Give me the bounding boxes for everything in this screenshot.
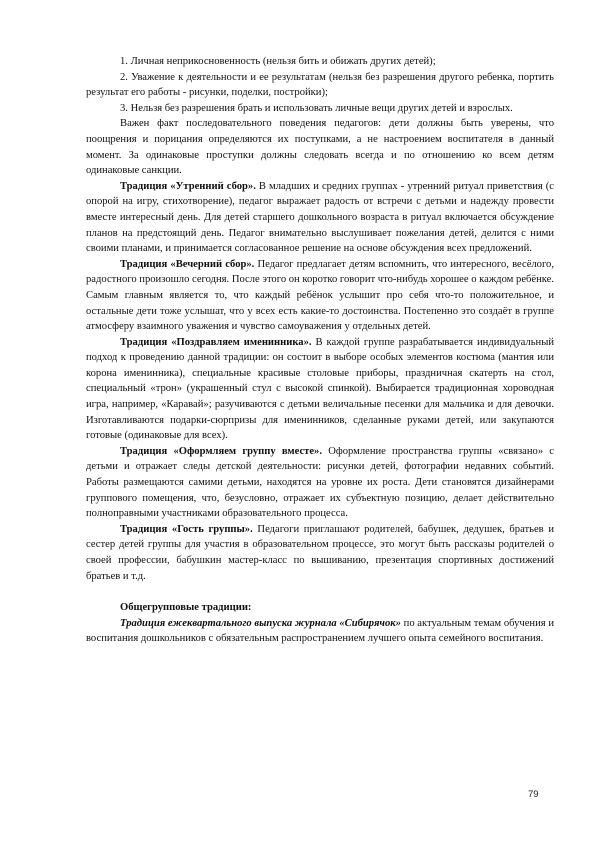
tradition-paragraph — [86, 335, 554, 444]
page-number: 79 — [528, 789, 539, 800]
tradition-title: Традиция «Поздравляем именинника». — [120, 336, 312, 348]
tradition-paragraph — [86, 257, 554, 335]
section-heading: Общегрупповые традиции: — [120, 602, 252, 614]
rule-item: 3. Нельзя без разрешения брать и использовать личные вещи других детей и взрослых. — [120, 102, 513, 114]
tradition-paragraph — [86, 522, 554, 584]
tradition-title: Традиция «Утренний сбор». — [120, 180, 256, 192]
journal-title: Традиция ежеквартального выпуска журнала «Сибирячок» — [120, 617, 401, 629]
rule-item: 1. Личная неприкосновенность (нельзя бить и обижать других детей); — [120, 56, 436, 67]
journal-text: по актуальным темам обучения и воспитания дошкольников с обязательным распространением лучшего опыта семейного воспитания. — [86, 617, 555, 645]
tradition-paragraph — [86, 179, 554, 257]
page-body — [86, 54, 554, 647]
tradition-text: Педагог предлагает детям вспомнить, что интересного, весёлого, радостного произошло сегодня. После этого он коротко говорит что-нибудь хорошее о каждом ребёнке. Самым главным является то, что каждый ребёнок услышит про себя что-то положительное, и остальные дети тоже услышат, что у всех есть какие-то достоинства. Постепенно это создаёт в группе атмосферу взаимного уважения и чувство самоуважения у отдельных детей. — [86, 258, 555, 333]
rule-item: 2. Уважение к деятельности и ее результатам (нельзя без разрешения другого ребенка, портить результат его работы - рисунки, поделки, постройки); — [86, 71, 554, 99]
consistency-paragraph: Важен факт последовательного поведения педагогов: дети должны быть уверены, что поощрения и порицания определяются их поступками, а не настроением воспитателя в данный момент. За одинаковые проступки должны следовать всегда и по отношению ко всем детям одинаковые санкции. — [86, 118, 554, 177]
tradition-text: В младших и средних группах - утренний ритуал приветствия (с опорой на игру, стихотворение), педагог выражает радость от встречи с детьми и надежду провести вместе интересный день. Для детей старшего дошкольного возраста в ритуал включается обсуждение планов на предстоящий день. Педагог внимательно выслушивает пожелания детей, делится с ними своими планами, и принимается согласованное решение на основе обсуждения всех предложений. — [86, 180, 555, 255]
tradition-title: Традиция «Вечерний сбор». — [120, 258, 255, 270]
journal-paragraph — [86, 616, 554, 647]
tradition-title: Традиция «Гость группы». — [120, 523, 253, 535]
tradition-text: Оформление пространства группы «связано» с детьми и отражает следы детской деятельности: рисунки детей, фотографии недавних событий. Работы размещаются самими детьми, находятся на уровне их роста. Дети становятся дизайнерами группового помещения, что, безусловно, отражает их субъектную позицию, делает действительно полноправными участниками образовательного процесса. — [86, 445, 554, 520]
tradition-text: В каждой группе разрабатывается индивидуальный подход к проведению данной традиции: он состоит в выборе особых элементов костюма (мантия или корона именинника), специальные красивые столовые приборы, праздничная скатерть на стол, специальный «трон» (украшенный стул с высокой спинкой). Выбирается традиционная хороводная игра, например, «Каравай»; разучиваются с детьми величальные песенки для мальчика и для девочки. Изготавливаются подарки-сюрпризы для именинников, сделанные руками детей, или закупаются готовые (одинаковые для всех). — [86, 336, 554, 442]
tradition-text: Педагоги приглашают родителей, бабушек, дедушек, братьев и сестер детей группы для участия в образовательном процессе, это могут быть рассказы родителей о своей профессии, бабушкин мастер-класс по вышиванию, презентация спортивных достижений братьев и т.д. — [86, 523, 554, 582]
tradition-paragraph — [86, 444, 554, 522]
tradition-title: Традиция «Оформляем группу вместе». — [120, 445, 323, 457]
